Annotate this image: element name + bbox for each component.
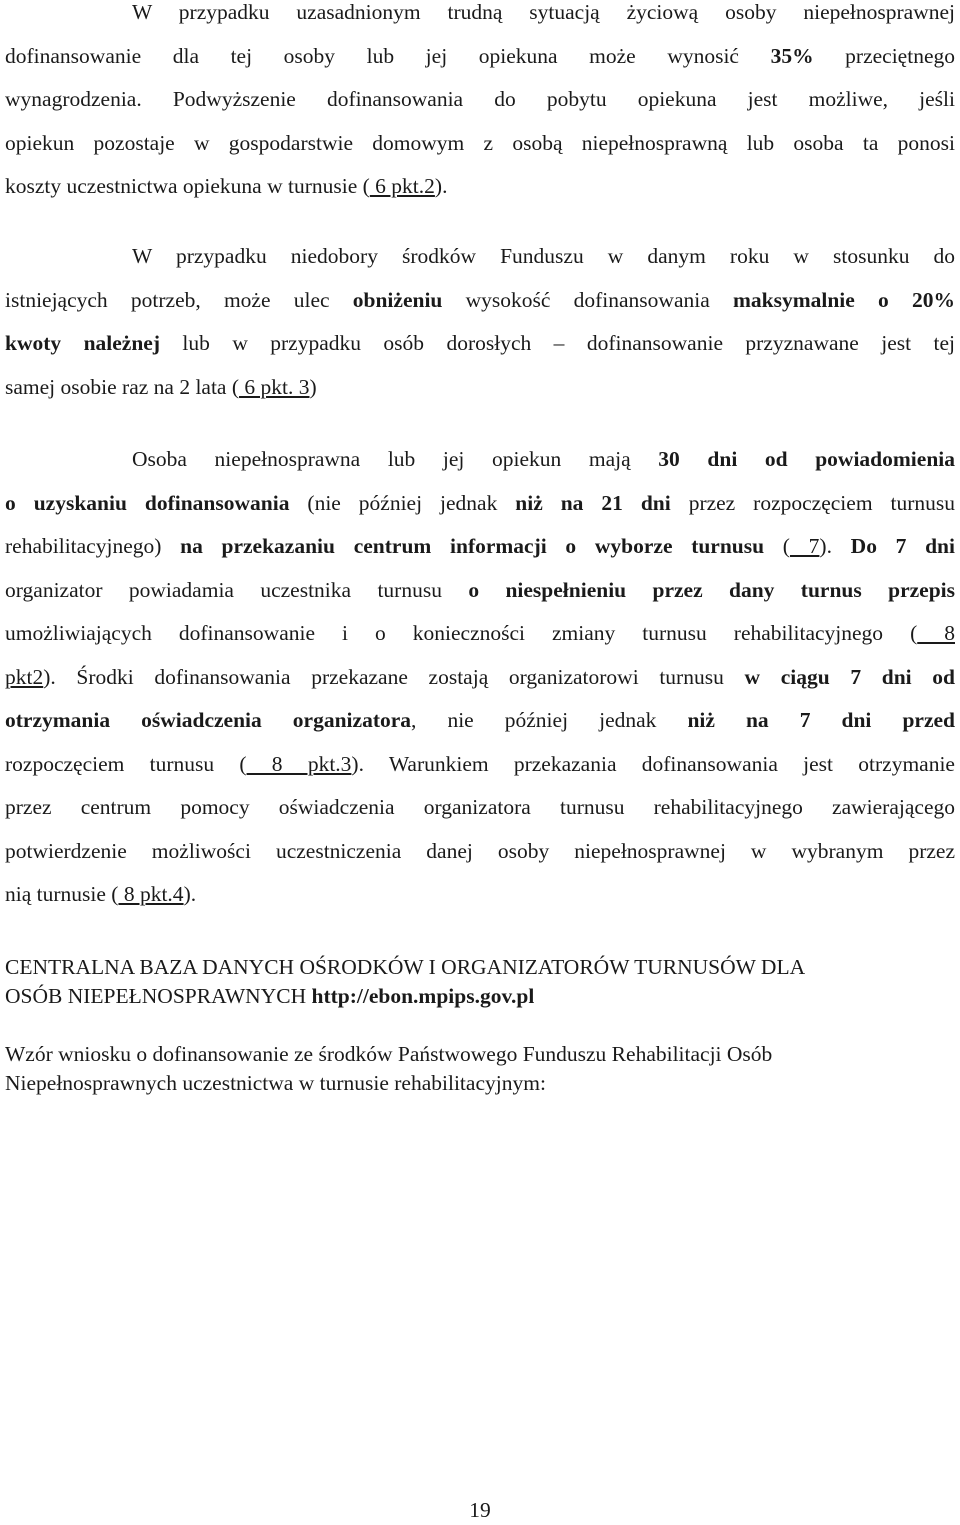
bold-term: w ciągu 7 dni od [744, 664, 955, 689]
form-template-note [5, 1040, 955, 1098]
bold-term: Do 7 dni [850, 534, 955, 558]
text-line: organizator powiadamia uczestnika turnusu o niespełnieniu przez dany turnus przepis [5, 577, 955, 602]
paragraph-deadlines [5, 438, 955, 917]
text-line: Osoba niepełnosprawna lub jej opiekun mają 30 dni od powiadomienia [132, 447, 955, 471]
bold-term: 30 dni od powiadomienia [658, 447, 955, 471]
bold-percentage: 35% [770, 43, 814, 68]
text-line: potwierdzenie możliwości uczestniczenia danej osoby niepełnosprawnej w wybranym przez [5, 838, 955, 863]
bold-term: niż na 7 dni przed [687, 708, 955, 732]
note-line: Niepełnosprawnych uczestnictwa w turnusie rehabilitacyjnym: [5, 1071, 546, 1095]
text-line: W przypadku uzasadnionym trudną sytuacją życiową osoby niepełnosprawnej [132, 0, 955, 24]
paragraph-funding-shortage [5, 235, 955, 409]
text-line: istniejących potrzeb, może ulec obniżeniu wysokość dofinansowania maksymalnie o 20% [5, 287, 955, 312]
bold-term: o uzyskaniu dofinansowania [5, 490, 290, 515]
page-number: 19 [469, 1498, 491, 1522]
heading-line: OSÓB NIEPEŁNOSPRAWNYCH http://ebon.mpips.gov.pl [5, 984, 535, 1008]
legal-reference: 8 pkt.3 [246, 751, 352, 776]
bold-term: obniżeniu [352, 287, 443, 312]
database-url-link[interactable]: http://ebon.mpips.gov.pl [311, 984, 535, 1008]
database-heading [5, 953, 955, 1011]
legal-reference: 6 pkt. 3 [239, 374, 310, 399]
text-line: kwoty należnej lub w przypadku osób dorosłych – dofinansowanie przyznawane jest tej [5, 331, 955, 355]
text-line: rehabilitacyjnego) na przekazaniu centrum informacji o wyborze turnusu ( 7). Do 7 dni [5, 534, 955, 558]
text-line: umożliwiających dofinansowanie i o konieczności zmiany turnusu rehabilitacyjnego ( 8 [5, 621, 955, 645]
text-line: pkt2). Środki dofinansowania przekazane zostają organizatorowi turnusu w ciągu 7 dni od [5, 664, 955, 689]
text-line: otrzymania oświadczenia organizatora, nie później jednak niż na 7 dni przed [5, 708, 955, 732]
legal-reference: pkt2 [5, 664, 44, 689]
heading-line: CENTRALNA BAZA DANYCH OŚRODKÓW I ORGANIZATORÓW TURNUSÓW DLA [5, 955, 806, 979]
legal-reference: 6 pkt.2 [369, 174, 435, 198]
bold-term: o niespełnieniu przez dany turnus przepis [468, 577, 955, 602]
text-line: opiekun pozostaje w gospodarstwie domowym z osobą niepełnosprawną lub osoba ta ponosi [5, 130, 955, 155]
text-line: koszty uczestnictwa opiekuna w turnusie ( 6 pkt.2). [5, 174, 448, 198]
paragraph-hardship-cofinancing [5, 0, 955, 209]
text-line: dofinansowanie dla tej osoby lub jej opiekuna może wynosić 35% przeciętnego [5, 43, 955, 68]
text-line: o uzyskaniu dofinansowania (nie później jednak niż na 21 dni przez rozpoczęciem turnusu [5, 490, 955, 515]
text-line: przez centrum pomocy oświadczenia organizatora turnusu rehabilitacyjnego zawierającego [5, 795, 955, 819]
bold-term: otrzymania oświadczenia organizatora [5, 708, 412, 732]
bold-term: kwoty należnej [5, 331, 160, 355]
legal-reference: 8 pkt.4 [118, 882, 184, 906]
text-line: W przypadku niedobory środków Funduszu w danym roku w stosunku do [132, 244, 955, 268]
legal-reference: 8 [917, 621, 955, 645]
text-line: rozpoczęciem turnusu ( 8 pkt.3). Warunkiem przekazania dofinansowania jest otrzymanie [5, 751, 955, 776]
bold-term: niż na 21 dni [515, 490, 671, 515]
legal-reference: 7 [789, 534, 820, 558]
text-line: nią turnusie ( 8 pkt.4). [5, 882, 197, 906]
text-line: wynagrodzenia. Podwyższenie dofinansowania do pobytu opiekuna jest możliwe, jeśli [5, 87, 955, 111]
note-line: Wzór wniosku o dofinansowanie ze środków Państwowego Funduszu Rehabilitacji Osób [5, 1042, 773, 1066]
bold-term: maksymalnie o 20% [732, 287, 955, 312]
text-line: samej osobie raz na 2 lata ( 6 pkt. 3) [5, 374, 317, 399]
bold-term: na przekazaniu centrum informacji o wyborze turnusu [180, 534, 765, 558]
